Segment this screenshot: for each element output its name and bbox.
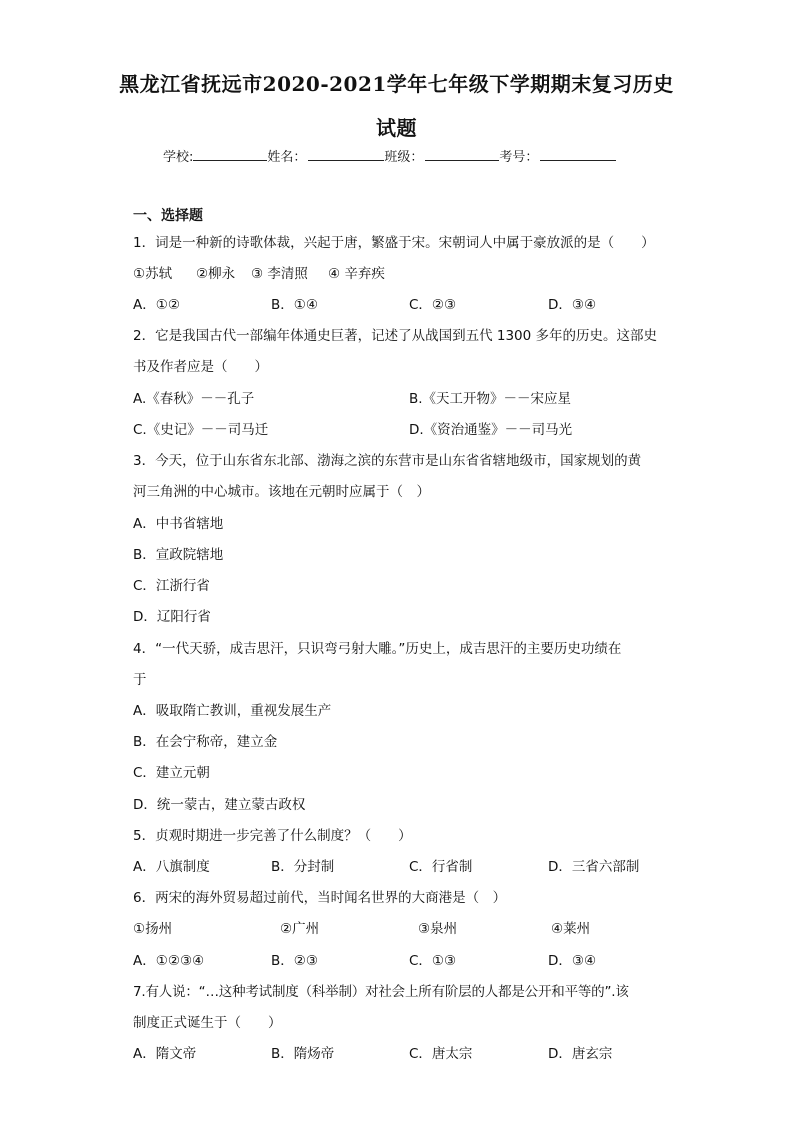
q6-option-d[interactable]: D．③④ [548,953,597,969]
q1-item-1: ①苏轼 [133,266,173,282]
q1-option-b[interactable]: B．①④ [271,297,318,313]
question-7-stem: 7.有人说：“…这种考试制度（科举制）对社会上所有阶层的人都是公开和平等的”.该 [133,984,629,1000]
q1-option-d[interactable]: D．③④ [548,297,597,313]
q4-option-d[interactable]: D．统一蒙古，建立蒙古政权 [133,797,306,813]
question-4-stem-cont: 于 [133,672,147,688]
question-4-stem: 4．“一代天骄，成吉思汗，只识弯弓射大雕。”历史上，成吉思汗的主要历史功绩在 [133,641,622,657]
q1-item-4: ④ 辛弃疾 [328,266,385,282]
q2-option-a[interactable]: A.《春秋》－－孔子 [133,391,255,407]
q6-item-1: ①扬州 [133,921,173,937]
q2-option-c[interactable]: C.《史记》－－司马迁 [133,422,269,438]
q7-option-d[interactable]: D．唐玄宗 [548,1046,613,1062]
question-3-stem-cont: 河三角洲的中心城市。该地在元朝时应属于（ ） [133,484,430,500]
number-label: 考号： [499,150,539,165]
q1-option-c[interactable]: C．②③ [409,297,457,313]
q2-option-d[interactable]: D.《资治通鉴》－－司马光 [409,422,573,438]
q5-option-a[interactable]: A．八旗制度 [133,859,210,875]
school-label: 学校: [163,150,194,165]
name-blank[interactable] [308,147,384,161]
school-blank[interactable] [193,147,267,161]
q7-option-a[interactable]: A．隋文帝 [133,1046,197,1062]
question-5-stem: 5．贞观时期进一步完善了什么制度？（ ） [133,828,412,844]
question-6-stem: 6．两宋的海外贸易超过前代，当时闻名世界的大商港是（ ） [133,890,507,906]
q4-option-b[interactable]: B．在会宁称帝，建立金 [133,734,278,750]
class-label: 班级： [384,150,424,165]
q1-item-2: ②柳永 [196,266,236,282]
q3-option-d[interactable]: D．辽阳行省 [133,609,211,625]
q6-option-a[interactable]: A．①②③④ [133,953,205,969]
q2-option-b[interactable]: B.《天工开物》－－宋应星 [409,391,572,407]
q4-option-c[interactable]: C．建立元朝 [133,765,210,781]
q6-item-3: ③泉州 [418,921,458,937]
section-heading: 一、选择题 [133,208,203,224]
question-2-stem: 2．它是我国古代一部编年体通史巨著，记述了从战国到五代 1300 多年的历史。这部史 [133,328,658,344]
student-info-row [163,146,616,165]
q7-option-b[interactable]: B．隋炀帝 [271,1046,335,1062]
q5-option-c[interactable]: C．行省制 [409,859,473,875]
number-blank[interactable] [540,147,616,161]
question-7-stem-cont: 制度正式诞生于（ ） [133,1015,282,1031]
q6-option-b[interactable]: B．②③ [271,953,318,969]
q1-item-3: ③ 李清照 [251,266,308,282]
question-3-stem: 3．今天，位于山东省东北部、渤海之滨的东营市是山东省省辖地级市，国家规划的黄 [133,453,642,469]
name-label: 姓名： [267,150,307,165]
page-title-continued: 试题 [376,116,417,140]
q5-option-b[interactable]: B．分封制 [271,859,335,875]
q3-option-b[interactable]: B．宣政院辖地 [133,547,224,563]
page-title: 黑龙江省抚远市2020-2021学年七年级下学期期末复习历史 [119,72,674,96]
q3-option-a[interactable]: A．中书省辖地 [133,516,224,532]
class-blank[interactable] [425,147,499,161]
q7-option-c[interactable]: C．唐太宗 [409,1046,473,1062]
q3-option-c[interactable]: C．江浙行省 [133,578,210,594]
q6-item-2: ②广州 [280,921,320,937]
question-2-stem-cont: 书及作者应是（ ） [133,359,268,375]
question-1-stem: 1．词是一种新的诗歌体裁，兴起于唐，繁盛于宋。宋朝词人中属于豪放派的是（ ） [133,235,655,251]
q5-option-d[interactable]: D．三省六部制 [548,859,640,875]
q1-option-a[interactable]: A．①② [133,297,180,313]
q4-option-a[interactable]: A．吸取隋亡教训，重视发展生产 [133,703,332,719]
q6-option-c[interactable]: C．①③ [409,953,457,969]
q6-item-4: ④莱州 [551,921,591,937]
